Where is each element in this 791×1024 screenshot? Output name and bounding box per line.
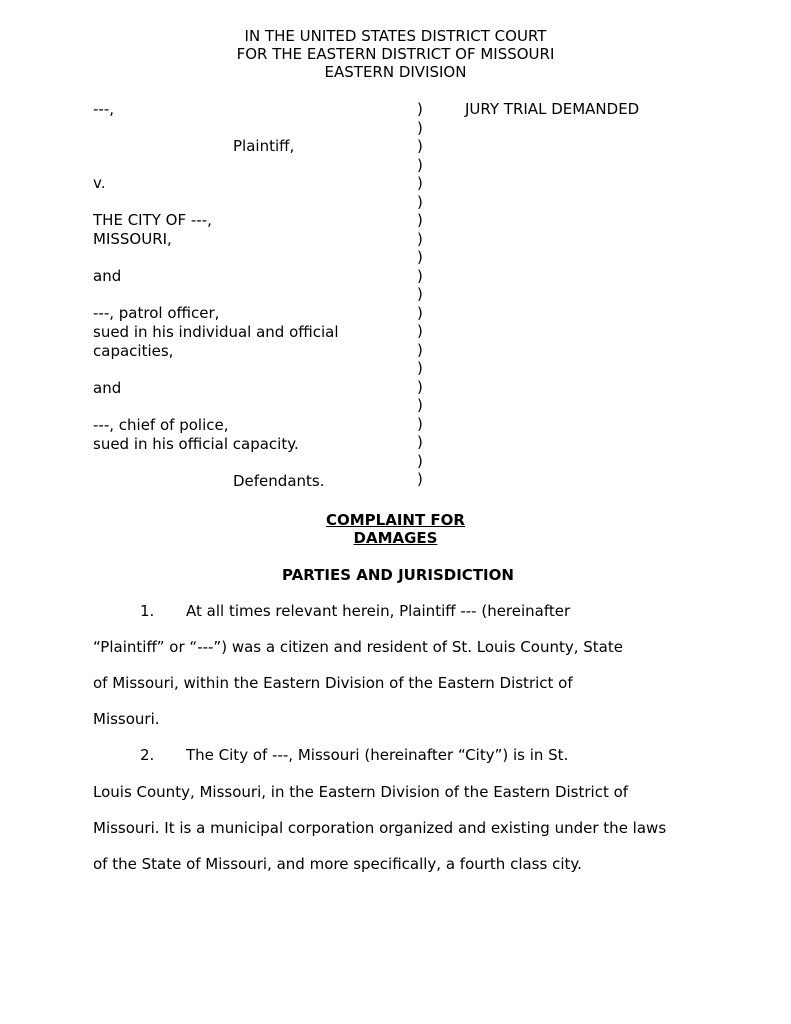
- paragraph-line: At all times relevant herein, Plaintiff --- (hereinafter: [186, 602, 571, 620]
- caption-paren: ): [417, 155, 423, 174]
- paragraph-line: of the State of Missouri, and more specifically, a fourth class city.: [93, 855, 582, 873]
- caption-paren: ): [417, 340, 423, 359]
- court-header-line-3: EASTERN DIVISION: [324, 63, 467, 81]
- defendant-city-line-2: MISSOURI,: [93, 230, 172, 248]
- document-title-line-1: COMPLAINT FOR: [326, 511, 465, 529]
- paragraph-number: 2.: [140, 746, 155, 764]
- paragraph-line: Missouri. It is a municipal corporation organized and existing under the laws: [93, 819, 667, 837]
- versus: v.: [93, 174, 106, 192]
- defendant-officer-line-1: ---, patrol officer,: [93, 304, 220, 322]
- defendants-role: Defendants.: [233, 472, 325, 490]
- and-connector-1: and: [93, 267, 122, 285]
- caption-paren: ): [417, 137, 423, 155]
- caption-paren: ): [417, 470, 423, 488]
- and-connector-2: and: [93, 379, 122, 397]
- caption-paren: ): [417, 303, 423, 322]
- plaintiff-role: Plaintiff,: [233, 137, 295, 155]
- paragraph-line: “Plaintiff” or “---”) was a citizen and resident of St. Louis County, State: [93, 638, 623, 656]
- paragraph-number: 1.: [140, 602, 155, 620]
- caption-paren: ): [417, 229, 423, 248]
- caption-paren: ): [417, 248, 423, 266]
- paragraph-line: The City of ---, Missouri (hereinafter “City”) is in St.: [186, 746, 569, 764]
- caption-paren: ): [417, 211, 423, 229]
- defendant-officer-line-2: sued in his individual and official: [93, 323, 339, 341]
- plaintiff-name: ---,: [93, 100, 115, 118]
- caption-paren: ): [417, 359, 423, 377]
- caption-paren: ): [417, 266, 423, 285]
- paragraph-line: Louis County, Missouri, in the Eastern Division of the Eastern District of: [93, 783, 629, 801]
- caption-paren: ): [417, 433, 423, 451]
- caption-paren: ): [417, 174, 423, 192]
- section-heading: PARTIES AND JURISDICTION: [282, 566, 514, 584]
- caption-paren: ): [417, 118, 423, 137]
- caption-paren: ): [417, 414, 423, 433]
- defendant-city-line-1: THE CITY OF ---,: [93, 211, 212, 229]
- defendant-chief-line-1: ---, chief of police,: [93, 416, 229, 434]
- paragraph-line: Missouri.: [93, 710, 160, 728]
- court-header: [0, 27, 791, 81]
- caption-paren: ): [417, 396, 423, 414]
- caption-paren: ): [417, 192, 423, 211]
- jury-trial-demanded: JURY TRIAL DEMANDED: [465, 100, 640, 118]
- caption-paren: ): [417, 100, 423, 118]
- caption-paren: ): [417, 377, 423, 396]
- defendant-officer-line-3: capacities,: [93, 342, 174, 360]
- court-header-line-2: FOR THE EASTERN DISTRICT OF MISSOURI: [236, 45, 555, 63]
- caption-paren: ): [417, 322, 423, 340]
- document-title-line-2: DAMAGES: [353, 529, 438, 547]
- caption-paren: ): [417, 285, 423, 303]
- defendant-chief-line-2: sued in his official capacity.: [93, 435, 299, 453]
- paragraph-line: of Missouri, within the Eastern Division of the Eastern District of: [93, 674, 573, 692]
- court-header-line-1: IN THE UNITED STATES DISTRICT COURT: [244, 27, 547, 45]
- caption-paren: ): [417, 451, 423, 470]
